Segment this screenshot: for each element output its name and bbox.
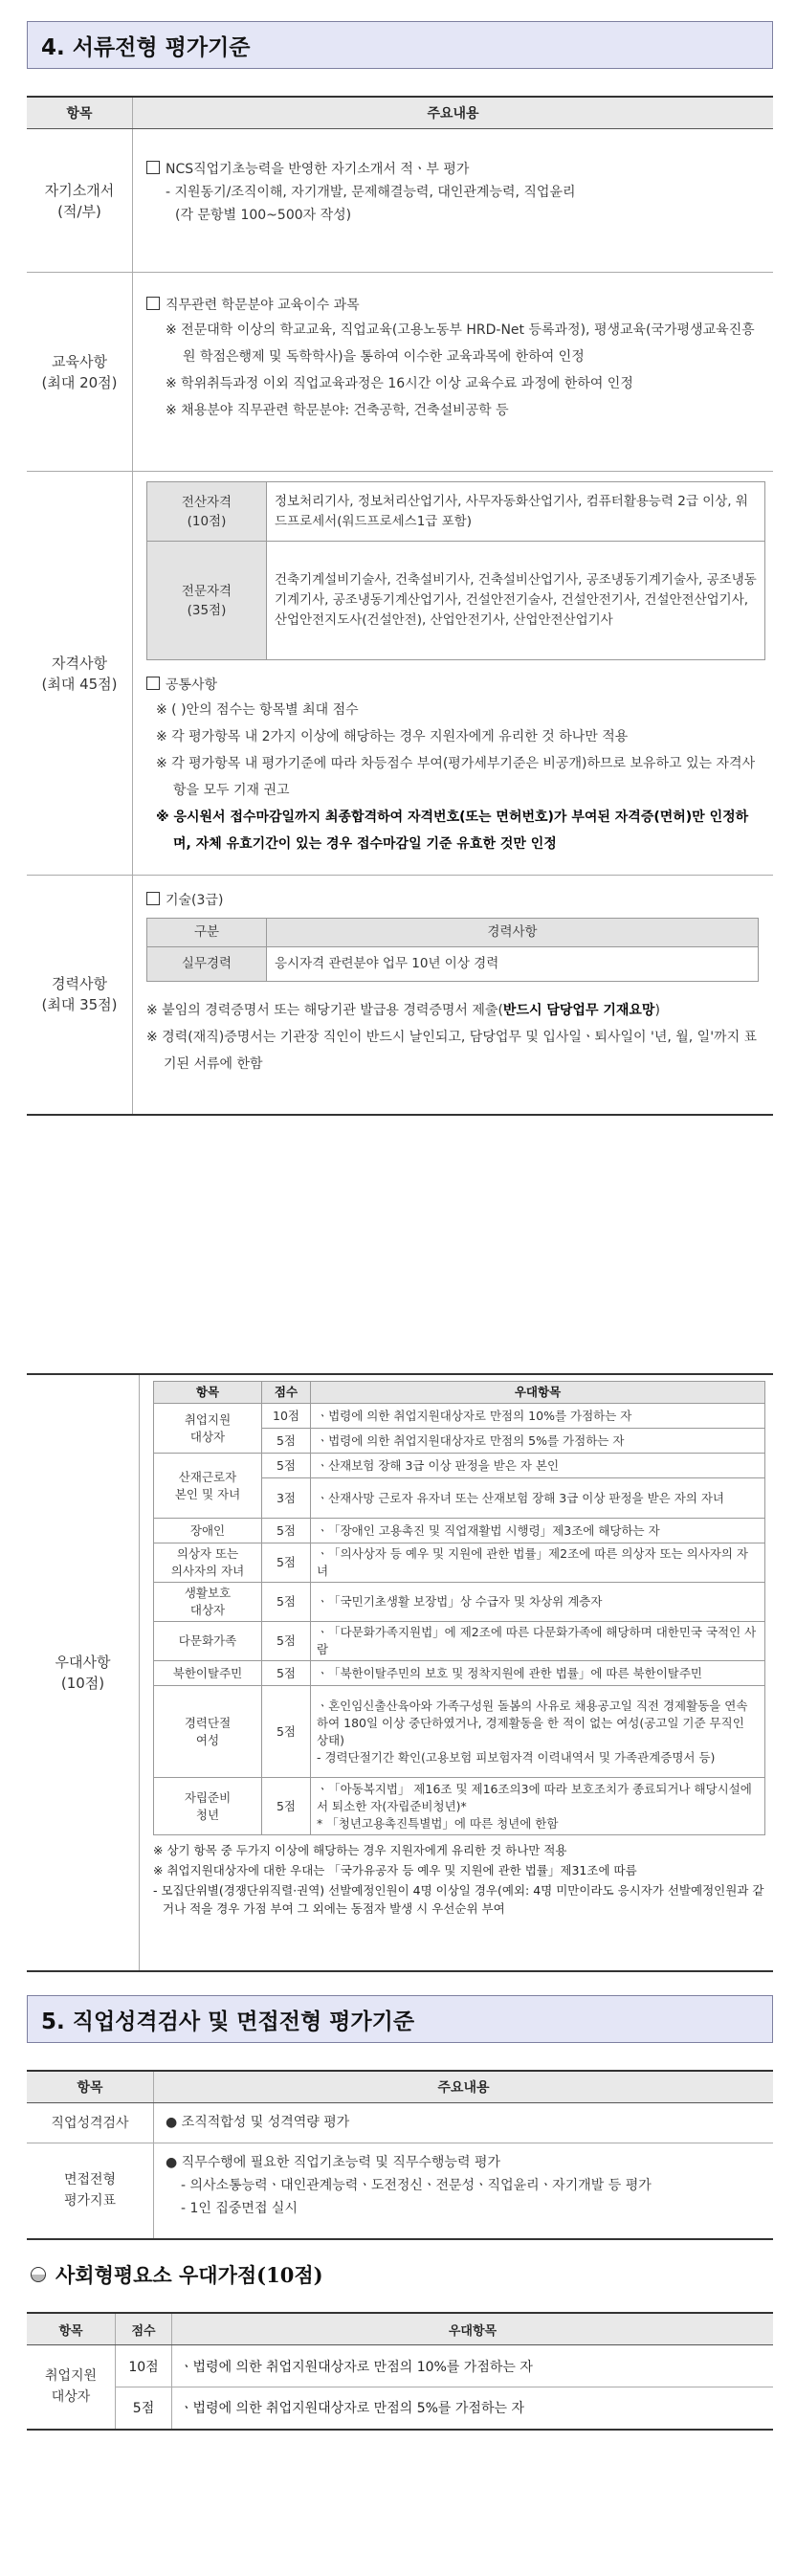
row-label-preference: 우대사항 (10점) bbox=[27, 1374, 140, 1971]
checkbox-icon bbox=[146, 677, 160, 690]
row-label-certification: 자격사항 (최대 45점) bbox=[27, 472, 133, 876]
checkbox-icon bbox=[146, 161, 160, 174]
certification-inner-table: 전산자격 (10점) 정보처리기사, 정보처리산업기사, 사무자동화산업기사, 컴퓨터활용능력 2급 이상, 워드프로세서(워드프로세스1급 포함) 전문자격 (35점) 건축기계설비기술사, 건축설비기사, 건축설비산업기사, 공조냉동기계기술사, 공조냉동기계기사, 공조냉동기계산업기사, 건설안전기술사, 건설안전기사, 건설안전산업기사, 산업안전지도사(건설안전), 산업안전기사, 산업안전산업기사 bbox=[146, 481, 765, 660]
section5-title: 5. 직업성격검사 및 면접전형 평가기준 bbox=[27, 1995, 773, 2043]
row-label-self-intro: 자기소개서 (적/부) bbox=[27, 129, 133, 273]
preference-table: 우대사항 (10점) 항목 점수 우대항목 취업지원 대상자 10점 ㆍ법령에 의한 취업지원대상자로 만점의 10%를 가점하는 자 5점 ㆍ법령에 의한 취업지원대상자로 만점의 5%를 가점하는 자 산재근로자 본인 및 자녀 5점 ㆍ산재보험 장해 3급 이상 판정을 받은 자 본인 3점 ㆍ산재사망 근로자 유자녀 또는 산재보험 장해 3급 이상 판정을 받은 자의 자녀 장애인 5점 ㆍ「장애인 고용촉진 및 직업재활법 시행령」제3조에 해당하는 자 의상자 또는 의사자의 자녀 5점 ㆍ「의사상자 등 예우 및 지원에 관한 법률」제2조에 따른 의상자 또는 의사자의 자녀 생활보호 대상자 5점 ㆍ「국민기초생활 보장법」상 수급자 및 차상위 계층자 다문화가족 5점 ㆍ「다문화가족지원법」에 제2조에 따른 다문화가족에 해당하며 대한민국 국적인 사람 북한이탈주민 5점 ㆍ「북한이탈주민의 보호 및 정착지원에 관한 법률」에 따른 북한이탈주민 경력단절 여성 5점 ㆍ혼인임신출산육아와 가족구성원 돌봄의 사유로 채용공고일 직전 경제활동을 연속하여 180일 이상 중단하였거나, 경제활동을 한 적이 없는 여성(공고일 기준 무직인 상태) - 경력단절기간 확인(고용보험 피보험자격 이력내역서 및 가족관계증명서 등) 자립준비 청년 5점 ㆍ「아동복지법」 제16조 및 제16조의3에 따라 보호조치가 종료되거나 해당시설에서 퇴소한 자(자립준비청년)* * 「청년고용촉진특별법」에 따른 청년에 한함 ※ 상기 항목 중 두가지 이상에 해당하는 경우 지원자에게 유리한 것 하나만 적용 ※ 취업지원대상자에 대한 우대는 「국가유공자 등 예우 및 지원에 관한 법률」제31조에 따름 - 모집단위별(경쟁단위직렬·권역) 선발예정인원이 4명 이상일 경우(예외: 4명 미만이라도 응시자가 선발예정인원과 같거나 적을 경우 가점 부여 그 외에는 동점자 발생 시 우선순위 부여 bbox=[27, 1373, 773, 1972]
row-label-career: 경력사항 (최대 35점) bbox=[27, 876, 133, 1115]
personality-interview-table: 항목 주요내용 직업성격검사 ● 조직적합성 및 성격역량 평가 면접전형 평가지표 ● 직무수행에 필요한 직업기초능력 및 직무수행능력 평가 - 의사소통능력ㆍ대인관계능력ㆍ도전정신ㆍ전문성ㆍ직업윤리ㆍ자기개발 등 평가 - 1인 집중면접 실시 bbox=[27, 2070, 773, 2240]
row-content-certification: 전산자격 (10점) 정보처리기사, 정보처리산업기사, 사무자동화산업기사, 컴퓨터활용능력 2급 이상, 워드프로세서(워드프로세스1급 포함) 전문자격 (35점) 건축기계설비기술사, 건축설비기사, 건축설비산업기사, 공조냉동기계기술사, 공조냉동기계기사, 공조냉동기계산업기사, 건설안전기술사, 건설안전기사, 건설안전산업기사, 산업안전지도사(건설안전), 산업안전기사, 산업안전산업기사 공통사항 ※ ( )안의 점수는 항목별 최대 점수 ※ 각 평가항목 내 2가지 이상에 해당하는 경우 지원자에게 유리한 것 하나만 적용 ※ 각 평가항목 내 평가기준에 따라 차등점수 부여(평가세부기준은 비공개)하므로 보유하고 있는 자격사항을 모두 기재 권고 ※ 응시원서 접수마감일까지 최종합격하여 자격번호(또는 면허번호)가 부여된 자격증(면허)만 인정하며, 자체 유효기간이 있는 경우 접수마감일 기준 유효한 것만 인정 bbox=[133, 472, 774, 876]
social-equity-table: 항목 점수 우대항목 취업지원 대상자 10점 ㆍ법령에 의한 취업지원대상자로 만점의 10%를 가점하는 자 5점 ㆍ법령에 의한 취업지원대상자로 만점의 5%를 가점하는 자 bbox=[27, 2312, 773, 2431]
section4-title: 4. 서류전형 평가기준 bbox=[27, 21, 773, 69]
checkbox-icon bbox=[146, 892, 160, 905]
social-equity-heading: 사회형평요소 우대가점(10점) bbox=[31, 2260, 323, 2289]
row-content-self-intro: NCS직업기초능력을 반영한 자기소개서 적ㆍ부 평가 - 지원동기/조직이해, 자기개발, 문제해결능력, 대인관계능력, 직업윤리 (각 문항별 100~500자 작성) bbox=[133, 129, 774, 273]
checkbox-icon bbox=[146, 297, 160, 310]
career-inner-table: 구분 경력사항 실무경력 응시자격 관련분야 업무 10년 이상 경력 bbox=[146, 918, 759, 982]
row-content-career: 기술(3급) 구분 경력사항 실무경력 응시자격 관련분야 업무 10년 이상 경력 ※ 붙임의 경력증명서 또는 해당기관 발급용 경력증명서 제출(반드시 담당업무 기재요망) ※ 경력(재직)증명서는 기관장 직인이 반드시 날인되고, 담당업무 및 입사일ㆍ퇴사일이 '년, 월, 일'까지 표기된 서류에 한함 bbox=[146, 893, 758, 1072]
preference-inner-table: 항목 점수 우대항목 취업지원 대상자 10점 ㆍ법령에 의한 취업지원대상자로 만점의 10%를 가점하는 자 5점 ㆍ법령에 의한 취업지원대상자로 만점의 5%를 가점하는 자 산재근로자 본인 및 자녀 5점 ㆍ산재보험 장해 3급 이상 판정을 받은 자 본인 3점 ㆍ산재사망 근로자 유자녀 또는 산재보험 장해 3급 이상 판정을 받은 자의 자녀 장애인 5점 ㆍ「장애인 고용촉진 및 직업재활법 시행령」제3조에 해당하는 자 의상자 또는 의사자의 자녀 5점 ㆍ「의사상자 등 예우 및 지원에 관한 법률」제2조에 따른 의상자 또는 의사자의 자녀 생활보호 대상자 5점 ㆍ「국민기초생활 보장법」상 수급자 및 차상위 계층자 다문화가족 5점 ㆍ「다문화가족지원법」에 제2조에 따른 다문화가족에 해당하며 대한민국 국적인 사람 북한이탈주민 5점 ㆍ「북한이탈주민의 보호 및 정착지원에 관한 법률」에 따른 북한이탈주민 경력단절 여성 5점 ㆍ혼인임신출산육아와 가족구성원 돌봄의 사유로 채용공고일 직전 경제활동을 연속하여 180일 이상 중단하였거나, 경제활동을 한 적이 없는 여성(공고일 기준 무직인 상태) - 경력단절기간 확인(고용보험 피보험자격 이력내역서 및 가족관계증명서 등) 자립준비 청년 5점 ㆍ「아동복지법」 제16조 및 제16조의3에 따라 보호조치가 종료되거나 해당시설에서 퇴소한 자(자립준비청년)* * 「청년고용촉진특별법」에 따른 청년에 한함 bbox=[153, 1381, 765, 1835]
col-header-content: 주요내용 bbox=[133, 97, 774, 129]
row-label-education: 교육사항 (최대 20점) bbox=[27, 273, 133, 472]
bullet-circle-icon bbox=[31, 2267, 46, 2282]
document-review-table bbox=[27, 96, 773, 1116]
row-content-education: 직무관련 학문분야 교육이수 과목 ※ 전문대학 이상의 학교교육, 직업교육(고용노동부 HRD-Net 등록과정), 평생교육(국가평생교육진흥원 학점은행제 및 독학학사)을 통하여 이수한 교육과목에 한하여 인정 ※ 학위취득과정 이외 직업교육과정은 16시간 이상 교육수료 과정에 한하여 인정 ※ 채용분야 직무관련 학문분야: 건축공학, 건축설비공학 등 bbox=[133, 273, 774, 472]
col-header-item: 항목 bbox=[27, 97, 133, 129]
